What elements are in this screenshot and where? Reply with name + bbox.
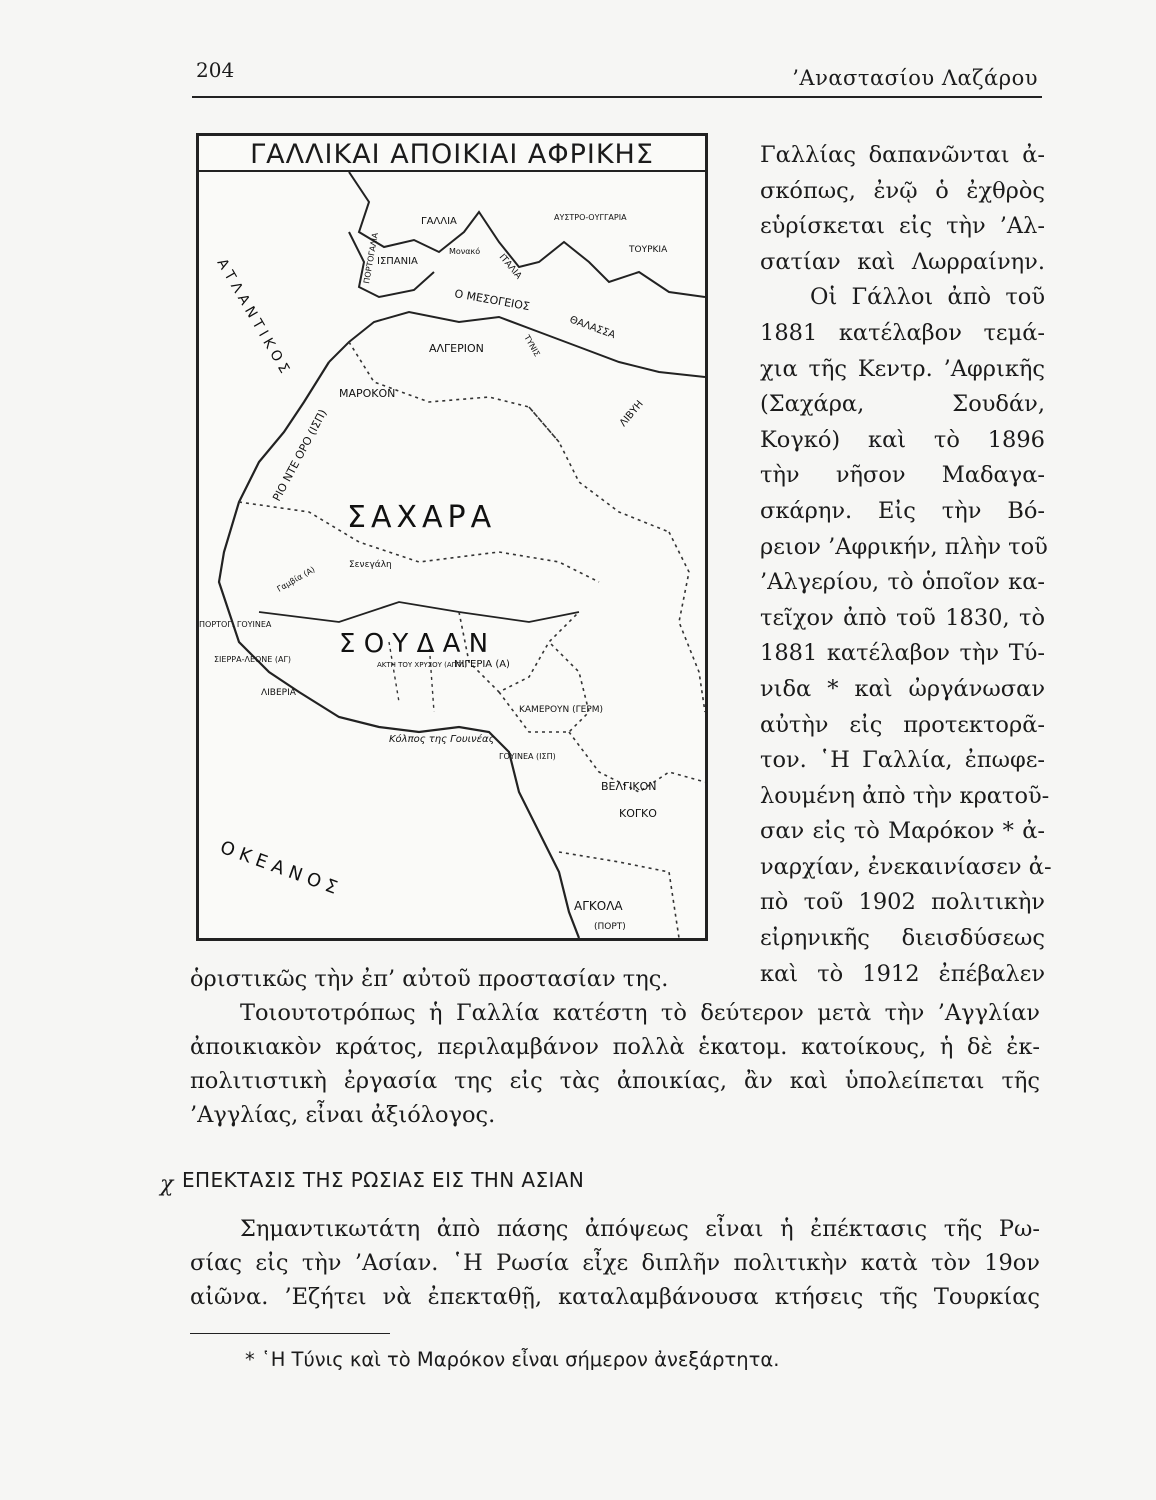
label-nigeria: ΝΙΓΕΡΙΑ (Α) (454, 659, 510, 670)
map-figure (196, 133, 708, 941)
label-tynis: ΤΥΝΙΣ (522, 333, 542, 359)
north-africa-coast (329, 312, 705, 377)
label-liveria: ΛΙΒΕΡΙΑ (261, 688, 296, 698)
label-tourkia: ΤΟΥΡΚΙΑ (629, 245, 668, 255)
label-kongo: ΚΟΓΚΟ (619, 807, 657, 820)
label-port: (ΠΟΡΤ) (594, 922, 626, 932)
label-algerion: ΑΛΓΕΡΙΟΝ (429, 342, 484, 355)
side-line: πὸ τοῦ 1902 πολιτικὴν (760, 889, 1045, 916)
side-line: Κογκό) καὶ τὸ 1896 (760, 426, 1045, 453)
header-rule (192, 96, 1042, 98)
side-line: 1881 κατέλαβον τεμά- (760, 319, 1045, 346)
border-libya (529, 407, 669, 532)
continuation-line: ὁριστικῶς τὴν ἐπ’ αὐτοῦ προστασίαν της. (190, 966, 669, 992)
label-soudan: Σ Ο Υ Δ Α Ν (339, 629, 489, 659)
side-line: τον. ῾Η Γαλλία, ἐπωφε- (760, 747, 1045, 774)
side-line: 1881 κατέλαβον τὴν Τύ- (760, 640, 1045, 667)
label-sierra-leone: ΣΙΕΡΡΑ-ΛΕΟΝΕ (ΑΓ) (214, 655, 292, 664)
footnote: * ῾Η Τύνις καὶ τὸ Μαρόκον εἶναι σήμερον ἀνεξάρτητα. (245, 1348, 780, 1371)
side-line: χια τῆς Κεντρ. ’Αφρικῆς (760, 355, 1045, 382)
label-sahara: ΣΑΧΑΡΑ (347, 500, 497, 535)
map-title: ΓΑΛΛΙΚΑΙ ΑΠΟΙΚΙΑΙ ΑΦΡΙΚΗΣ (199, 140, 705, 172)
section-heading: ΕΠΕΚΤΑΣΙΣ ΤΗΣ ΡΩΣΙΑΣ ΕΙΣ ΤΗΝ ΑΣΙΑΝ (182, 1168, 585, 1192)
border-cameroun (499, 642, 589, 732)
side-line: σατίαν καὶ Λωρραίνην. (760, 248, 1045, 275)
continuation-line-block (190, 962, 1040, 996)
paragraph-line: ἀποικιακὸν κράτος, περιλαμβάνον πολλὰ ἑκατομ. κατοίκους, ἡ δὲ ἐκ- (190, 1034, 1040, 1060)
side-line: τὴν νῆσον Μαδαγα- (760, 462, 1045, 489)
paragraph-line: Τοιουτοτρόπως ἡ Γαλλία κατέστη τὸ δεύτερον μετὰ τὴν ’Αγγλίαν (240, 1000, 1040, 1026)
label-ispania: ΙΣΠΑΝΙΑ (377, 256, 418, 267)
side-line: ’Αλγερίου, τὸ ὁποῖον κα- (760, 569, 1045, 596)
side-line: σαν εἰς τὸ Μαρόκον * ἀ- (760, 818, 1045, 845)
side-line: καὶ τὸ 1912 ἐπέβαλεν (760, 960, 1045, 987)
side-line: σκόπως, ἐνῷ ὁ ἐχθρὸς (760, 177, 1045, 204)
side-line: αὐτὴν εἰς προτεκτορᾶ- (760, 711, 1045, 738)
paragraph-2 (190, 1212, 1040, 1314)
side-line: λουμένη ἀπὸ τὴν κρατοῦ- (760, 782, 1050, 809)
page-number: 204 (196, 58, 235, 82)
side-line: (Σαχάρα, Σουδάν, (760, 391, 1045, 418)
label-agkola: ΑΓΚΟΛΑ (574, 899, 623, 913)
side-line: νιδα * καὶ ὠργάνωσαν (760, 675, 1045, 702)
running-header-author: ’Αναστασίου Λαζάρου (792, 66, 1038, 90)
label-rio-de-oro: ΡΙΟ ΝΤΕ ΟΡΟ (ΙΣΠ) (270, 407, 330, 504)
label-portogallia: ΠΟΡΤΟΓΑΛΙΑ (362, 232, 380, 285)
side-column-text (760, 138, 1052, 992)
side-line: σκάρην. Εἰς τὴν Βό- (760, 497, 1045, 524)
paragraph-line: Σημαντικωτάτη ἀπὸ πάσης ἀπόψεως εἶναι ἡ ἐπέκτασις τῆς Ρω- (240, 1216, 1040, 1242)
label-kameroun: ΚΑΜΕΡΟΥΝ (ΓΕΡΜ) (519, 705, 604, 715)
label-atlantikos: Α Τ Λ Α Ν Τ Ι Κ Ο Σ (213, 256, 293, 377)
label-senegali: Σενεγάλη (349, 560, 392, 570)
label-kolpos: Κόλπος της Γουινέας (389, 734, 495, 745)
side-line: ρειον ’Αφρικήν, πλὴν τοῦ (760, 533, 1048, 560)
footnote-rule (190, 1333, 390, 1334)
paragraph-line: πολιτιστικὴ ἐργασία της εἰς τὰς ἀποικίας, ἂν καὶ ὑπολείπεται τῆς (190, 1068, 1040, 1094)
side-line: Γαλλίας δαπανῶνται ἀ- (760, 142, 1045, 168)
label-marokon: ΜΑΡΟΚΟΝ (339, 387, 396, 400)
label-gallia: ΓΑΛΛΙΑ (421, 216, 457, 227)
label-okeanos: Ο Κ Ε Α Ν Ο Σ (217, 836, 341, 899)
label-velgikon: ΒΕΛΓΙΚΟΝ (601, 780, 657, 793)
label-thalassa: ΘΑΛΑΣΣΑ (567, 314, 617, 342)
label-italia: ΙΤΑΛΙΑ (496, 252, 524, 282)
side-line: Οἱ Γάλλοι ἀπὸ τοῦ (810, 284, 1045, 311)
side-line: εὑρίσκεται εἰς τὴν ’Αλ- (760, 213, 1045, 240)
label-libyi: ΛΙΒΥΗ (617, 398, 646, 429)
label-monako: Μονακό (449, 247, 481, 256)
label-gouinea-portog: ΠΟΡΤΟΓ. ΓΟΥΙΝΕΑ (199, 620, 272, 629)
side-line: εἰρηνικῆς διεισδύσεως (760, 925, 1045, 952)
side-line: ναρχίαν, ἐνεκαινίασεν ἀ- (760, 853, 1052, 880)
paragraph-line: ’Αγγλίας, εἶναι ἀξιόλογος. (190, 1102, 496, 1128)
border-sudan (259, 602, 579, 622)
europe-coast (349, 172, 705, 297)
label-aktis: ΑΚΤΗ ΤΟΥ ΧΡΥΣΟΥ (ΑΓΓΛ) (377, 661, 467, 669)
side-line: τεῖχον ἀπὸ τοῦ 1830, τὸ (760, 604, 1045, 631)
paragraph-line: αἰῶνα. ’Εζήτει νὰ ἐπεκταθῇ, καταλαμβάνουσα κτήσεις τῆς Τουρκίας (190, 1284, 1040, 1310)
border-east (669, 532, 705, 712)
paragraph-line: σίας εἰς τὴν ’Ασίαν. ῾Η Ρωσία εἶχε διπλῆν πολιτικὴν κατὰ τὸν 19ον (190, 1250, 1040, 1276)
map-drawing (199, 172, 705, 938)
label-gouinea-isp: ΓΟΥΙΝΕΑ (ΙΣΠ) (499, 752, 556, 761)
label-gambia: Γαμβία (Α) (275, 564, 317, 594)
margin-mark: χ (160, 1172, 174, 1197)
label-mesogeios: Ο ΜΕΣΟΓΕΙΟΣ (453, 287, 531, 314)
paragraph-1 (190, 996, 1040, 1132)
label-austroouggaria: ΑΥΣΤΡΟ-ΟΥΓΓΑΡΙΑ (554, 213, 627, 222)
